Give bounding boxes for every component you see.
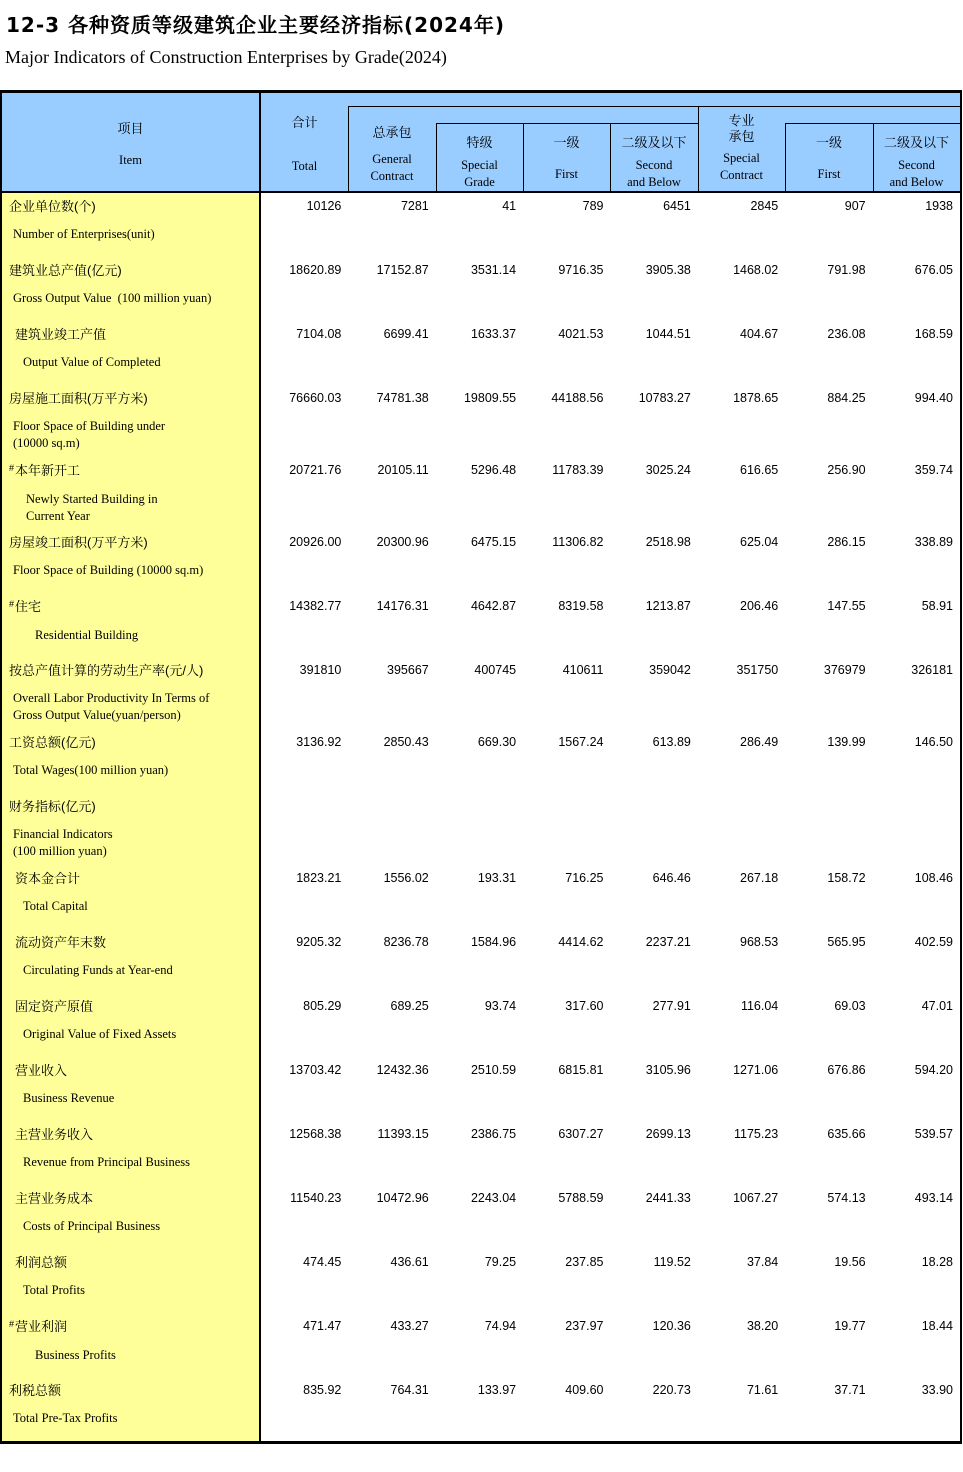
table-row [2, 793, 960, 865]
value-cell: 351750 [736, 663, 779, 677]
value-cell: 18.28 [921, 1255, 953, 1269]
value-cell: 1175.23 [733, 1127, 779, 1141]
value-cell: 646.46 [652, 871, 691, 885]
row-label-en: Floor Space of Building under (10000 sq.m) [13, 419, 166, 450]
table-row [2, 321, 960, 385]
row-values [261, 1313, 960, 1377]
value-cell: 669.30 [477, 735, 517, 749]
row-label-cell [2, 1313, 261, 1377]
table-row [2, 529, 960, 593]
value-cell: 2237.21 [645, 935, 691, 949]
value-cell: 20721.76 [289, 463, 342, 477]
value-cell: 20926.00 [289, 535, 342, 549]
table-header [2, 93, 960, 193]
row-values [261, 1377, 960, 1441]
row-label-en: Newly Started Building in Current Year [26, 492, 158, 523]
row-label-cell [2, 593, 261, 657]
value-cell: 116.04 [740, 999, 779, 1013]
value-cell: 805.29 [303, 999, 342, 1013]
row-label-en: Business Profits [35, 1348, 116, 1362]
value-cell: 9716.35 [558, 263, 604, 277]
row-label-en: Overall Labor Productivity In Terms of Gross Output Value(yuan/person) [13, 691, 210, 722]
value-cell: 19.77 [834, 1319, 866, 1333]
value-cell: 11393.15 [377, 1127, 429, 1141]
row-label-en: Total Pre-Tax Profits [13, 1411, 118, 1425]
value-cell [873, 793, 960, 865]
value-cell: 613.89 [652, 735, 691, 749]
value-cell: 1633.37 [470, 327, 517, 341]
value-cell: 1584.96 [470, 935, 517, 949]
value-cell: 17152.87 [376, 263, 429, 277]
row-values [261, 457, 960, 529]
value-cell: 400745 [474, 663, 517, 677]
row-label-en: Total Profits [23, 1283, 85, 1297]
value-cell: 139.99 [827, 735, 866, 749]
row-label-cell [2, 1121, 261, 1185]
row-label-en: Financial Indicators (100 million yuan) [13, 827, 113, 858]
header-cell-item: 项目 Item [117, 121, 144, 167]
table-row [2, 657, 960, 729]
row-label-cell [2, 321, 261, 385]
header-cell-special-grade: 特级 Special Grade [461, 135, 498, 189]
value-cell: 359042 [649, 663, 691, 677]
value-cell: 1213.87 [645, 599, 691, 613]
value-cell: 206.46 [740, 599, 779, 613]
row-values [261, 529, 960, 593]
value-cell: 968.53 [740, 935, 779, 949]
value-cell: 1067.27 [733, 1191, 779, 1205]
value-cell: 1468.02 [733, 263, 779, 277]
value-cell: 11306.82 [552, 535, 604, 549]
value-cell: 676.86 [827, 1063, 866, 1077]
divider [348, 106, 960, 107]
value-cell: 286.49 [740, 735, 779, 749]
row-label-cn: 企业单位数(个) [9, 199, 96, 214]
table-row [2, 257, 960, 321]
value-cell: 237.97 [565, 1319, 604, 1333]
value-cell: 9205.32 [296, 935, 342, 949]
value-cell: 19.56 [834, 1255, 866, 1269]
value-cell [698, 793, 785, 865]
value-cell: 168.59 [914, 327, 953, 341]
row-label-cell [2, 193, 261, 257]
value-cell: 2518.98 [645, 535, 691, 549]
table-row [2, 1313, 960, 1377]
row-values [261, 993, 960, 1057]
header-cell-second-special: 二级及以下 Second and Below [883, 135, 949, 189]
value-cell: 789 [582, 199, 604, 213]
value-cell: 1556.02 [383, 871, 429, 885]
value-cell: 237.85 [565, 1255, 604, 1269]
row-label-cell [2, 657, 261, 729]
value-cell [785, 793, 872, 865]
row-label-cell [2, 1249, 261, 1313]
row-label-cn: 工资总额(亿元) [9, 735, 96, 750]
row-label-en: Floor Space of Building (10000 sq.m) [13, 563, 204, 577]
value-cell: 2699.13 [645, 1127, 691, 1141]
value-cell: 4414.62 [558, 935, 604, 949]
value-cell: 13703.42 [289, 1063, 342, 1077]
value-cell: 108.46 [914, 871, 953, 885]
value-cell: 884.25 [827, 391, 866, 405]
value-cell: 4021.53 [558, 327, 604, 341]
value-cell: 120.36 [652, 1319, 691, 1333]
value-cell: 5296.48 [470, 463, 517, 477]
value-cell: 3136.92 [296, 735, 342, 749]
value-cell: 18.44 [921, 1319, 953, 1333]
row-label-cn: #住宅 [9, 599, 42, 614]
row-values [261, 1249, 960, 1313]
header-cell-general-contract: 总承包 General Contract [370, 125, 414, 183]
value-cell [261, 793, 348, 865]
row-label-en: Output Value of Completed [23, 355, 161, 369]
value-cell: 220.73 [652, 1383, 691, 1397]
value-cell: 1271.06 [733, 1063, 779, 1077]
row-label-cell [2, 729, 261, 793]
value-cell: 391810 [299, 663, 342, 677]
row-label-cn: 房屋施工面积(万平方米) [9, 391, 148, 406]
row-values [261, 193, 960, 257]
row-values [261, 793, 960, 865]
value-cell: 2386.75 [470, 1127, 517, 1141]
table-row [2, 1249, 960, 1313]
row-label-en: Total Wages(100 million yuan) [13, 763, 169, 777]
row-label-en: Gross Output Value (100 million yuan) [13, 291, 212, 305]
value-cell: 37.71 [834, 1383, 866, 1397]
row-values [261, 1057, 960, 1121]
table-row [2, 593, 960, 657]
value-cell: 6815.81 [558, 1063, 604, 1077]
row-label-cn: 营业收入 [15, 1063, 68, 1078]
value-cell: 402.59 [914, 935, 953, 949]
value-cell: 1938 [925, 199, 953, 213]
value-cell: 10126 [306, 199, 342, 213]
header-cell-first-general: 一级 First [553, 135, 580, 181]
value-cell: 14176.31 [376, 599, 429, 613]
row-values [261, 865, 960, 929]
header-cell-special-contract: 专业 承包 Special Contract [719, 113, 764, 182]
value-cell: 6475.15 [470, 535, 517, 549]
value-cell: 33.90 [921, 1383, 953, 1397]
value-cell: 76660.03 [289, 391, 342, 405]
value-cell: 3105.96 [645, 1063, 691, 1077]
value-cell: 6699.41 [383, 327, 429, 341]
row-label-cell [2, 529, 261, 593]
row-label-cn: 主营业务收入 [15, 1127, 94, 1142]
value-cell: 539.57 [914, 1127, 953, 1141]
value-cell: 37.84 [746, 1255, 779, 1269]
value-cell: 236.08 [827, 327, 866, 341]
value-cell: 8236.78 [383, 935, 429, 949]
row-label-en: Revenue from Principal Business [23, 1155, 190, 1169]
table-body [2, 193, 960, 1441]
value-cell: 146.50 [914, 735, 953, 749]
row-label-cn: 房屋竣工面积(万平方米) [9, 535, 148, 550]
value-cell: 3531.14 [470, 263, 517, 277]
value-cell: 6307.27 [558, 1127, 604, 1141]
value-cell: 79.25 [484, 1255, 517, 1269]
table-row [2, 1057, 960, 1121]
row-label-cn: 财务指标(亿元) [9, 799, 96, 814]
value-cell: 436.61 [390, 1255, 429, 1269]
row-values [261, 1121, 960, 1185]
value-cell: 994.40 [914, 391, 953, 405]
row-label-cn: 建筑业总产值(亿元) [9, 263, 122, 278]
value-cell: 625.04 [740, 535, 779, 549]
row-values [261, 321, 960, 385]
row-label-en: Number of Enterprises(unit) [13, 227, 155, 241]
value-cell: 8319.58 [558, 599, 604, 613]
table-row [2, 457, 960, 529]
table-row [2, 865, 960, 929]
value-cell: 474.45 [303, 1255, 342, 1269]
row-values [261, 729, 960, 793]
table-row [2, 929, 960, 993]
value-cell: 594.20 [914, 1063, 953, 1077]
value-cell: 574.13 [827, 1191, 866, 1205]
value-cell: 2243.04 [470, 1191, 517, 1205]
value-cell: 20105.11 [377, 463, 429, 477]
value-cell: 2441.33 [645, 1191, 691, 1205]
value-cell: 4642.87 [470, 599, 517, 613]
row-label-cn: 建筑业竣工产值 [15, 327, 107, 342]
value-cell: 791.98 [827, 263, 866, 277]
row-label-cn: 主营业务成本 [15, 1191, 94, 1206]
value-cell: 133.97 [477, 1383, 517, 1397]
value-cell: 565.95 [827, 935, 866, 949]
header-cell-total: 合计 Total [291, 115, 318, 173]
table-row [2, 729, 960, 793]
row-label-en: Total Capital [23, 899, 88, 913]
value-cell: 74781.38 [376, 391, 429, 405]
value-cell: 12568.38 [289, 1127, 342, 1141]
value-cell: 676.05 [914, 263, 953, 277]
value-cell: 71.61 [746, 1383, 779, 1397]
row-label-cell [2, 457, 261, 529]
header-cell-first-special: 一级 First [815, 135, 842, 181]
row-label-cell [2, 1057, 261, 1121]
value-cell: 359.74 [914, 463, 953, 477]
value-cell: 616.65 [740, 463, 779, 477]
header-cell-second-general: 二级及以下 Second and Below [621, 135, 687, 189]
table-row [2, 1377, 960, 1441]
value-cell: 93.74 [484, 999, 517, 1013]
value-cell: 2850.43 [383, 735, 429, 749]
value-cell: 395667 [387, 663, 429, 677]
table-row [2, 1121, 960, 1185]
value-cell [611, 793, 698, 865]
table-row [2, 193, 960, 257]
value-cell: 18620.89 [289, 263, 342, 277]
value-cell: 326181 [911, 663, 953, 677]
value-cell: 74.94 [484, 1319, 517, 1333]
row-values [261, 385, 960, 457]
value-cell: 267.18 [740, 871, 779, 885]
value-cell: 277.91 [652, 999, 691, 1013]
value-cell: 3905.38 [645, 263, 691, 277]
value-cell: 1823.21 [296, 871, 342, 885]
value-cell: 493.14 [914, 1191, 953, 1205]
row-label-cn: #营业利润 [9, 1319, 68, 1334]
value-cell: 147.55 [827, 599, 866, 613]
row-values [261, 657, 960, 729]
value-cell: 58.91 [921, 599, 953, 613]
row-values [261, 257, 960, 321]
value-cell: 2845 [750, 199, 779, 213]
row-label-cell [2, 385, 261, 457]
value-cell: 716.25 [565, 871, 604, 885]
row-label-cell [2, 1377, 261, 1441]
value-cell: 1567.24 [558, 735, 604, 749]
value-cell: 38.20 [746, 1319, 779, 1333]
indicators-table [0, 90, 962, 1444]
value-cell: 11783.39 [552, 463, 604, 477]
value-cell: 689.25 [390, 999, 429, 1013]
value-cell: 19809.55 [463, 391, 517, 405]
value-cell: 835.92 [303, 1383, 342, 1397]
row-label-cn: #本年新开工 [9, 463, 81, 478]
value-cell: 3025.24 [645, 463, 691, 477]
value-cell: 69.03 [834, 999, 866, 1013]
value-cell: 409.60 [565, 1383, 604, 1397]
value-cell: 2510.59 [470, 1063, 517, 1077]
row-values [261, 929, 960, 993]
value-cell: 47.01 [921, 999, 953, 1013]
value-cell: 410611 [562, 663, 604, 677]
row-label-cell [2, 1185, 261, 1249]
value-cell: 14382.77 [289, 599, 342, 613]
value-cell: 41 [502, 199, 517, 213]
value-cell: 433.27 [390, 1319, 429, 1333]
row-label-cell [2, 257, 261, 321]
value-cell: 1044.51 [645, 327, 691, 341]
value-cell: 6451 [663, 199, 691, 213]
row-label-en: Original Value of Fixed Assets [23, 1027, 177, 1041]
value-cell: 286.15 [827, 535, 866, 549]
table-row [2, 1185, 960, 1249]
row-label-cell [2, 993, 261, 1057]
row-label-cn: 利润总额 [15, 1255, 68, 1270]
value-cell: 471.47 [303, 1319, 342, 1333]
row-label-cn: 按总产值计算的劳动生产率(元/人) [9, 663, 204, 678]
value-cell: 317.60 [565, 999, 604, 1013]
value-cell: 338.89 [914, 535, 953, 549]
value-cell: 20300.96 [376, 535, 429, 549]
value-cell: 10783.27 [638, 391, 691, 405]
value-cell: 119.52 [653, 1255, 691, 1269]
row-label-en: Business Revenue [23, 1091, 115, 1105]
row-label-en: Residential Building [35, 628, 139, 642]
value-cell: 635.66 [827, 1127, 866, 1141]
value-cell [348, 793, 435, 865]
value-cell: 907 [844, 199, 866, 213]
row-label-cell [2, 929, 261, 993]
page-title-en: Major Indicators of Construction Enterprises by Grade(2024) [5, 47, 447, 67]
row-label-cell [2, 793, 261, 865]
value-cell: 404.67 [740, 327, 779, 341]
value-cell: 193.31 [477, 871, 517, 885]
row-values [261, 1185, 960, 1249]
row-label-cell [2, 865, 261, 929]
row-label-en: Circulating Funds at Year-end [23, 963, 173, 977]
value-cell: 12432.36 [376, 1063, 429, 1077]
value-cell: 256.90 [827, 463, 866, 477]
table-row [2, 993, 960, 1057]
divider [436, 123, 698, 124]
value-cell [523, 793, 610, 865]
value-cell: 158.72 [827, 871, 866, 885]
value-cell: 10472.96 [376, 1191, 429, 1205]
page-title-cn: 12-3 各种资质等级建筑企业主要经济指标(2024年) [6, 13, 505, 37]
value-cell: 1878.65 [733, 391, 779, 405]
value-cell: 764.31 [390, 1383, 429, 1397]
value-cell: 11540.23 [290, 1191, 342, 1205]
value-cell: 376979 [823, 663, 866, 677]
value-cell: 44188.56 [551, 391, 604, 405]
value-cell: 7281 [400, 199, 429, 213]
row-label-cn: 资本金合计 [15, 871, 81, 886]
value-cell: 7104.08 [296, 327, 342, 341]
row-label-cn: 利税总额 [9, 1383, 62, 1398]
row-label-cn: 流动资产年末数 [15, 935, 107, 950]
row-values [261, 593, 960, 657]
value-cell [436, 793, 523, 865]
row-label-en: Costs of Principal Business [23, 1219, 161, 1233]
row-label-cn: 固定资产原值 [15, 999, 94, 1014]
value-cell: 5788.59 [558, 1191, 604, 1205]
table-row [2, 385, 960, 457]
